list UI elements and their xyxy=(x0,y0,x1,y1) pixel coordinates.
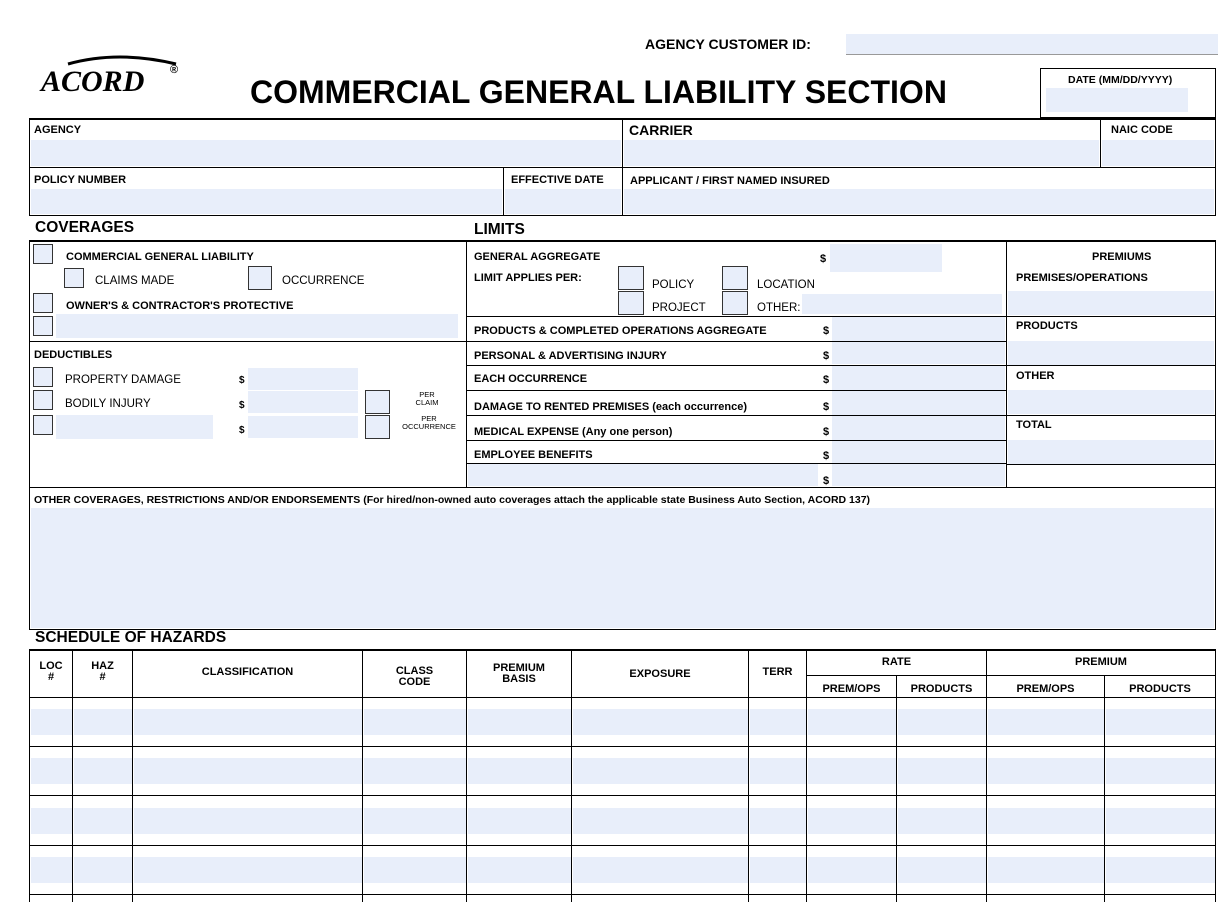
other-deductible-checkbox[interactable] xyxy=(33,415,53,435)
other-dollar: $ xyxy=(239,425,245,436)
hazard-cell-field[interactable] xyxy=(364,709,466,735)
hazard-cell-field[interactable] xyxy=(31,808,72,834)
hazard-cell-field[interactable] xyxy=(898,857,986,883)
acord-logo xyxy=(38,50,198,102)
premises-ops-label: PREMISES/OPERATIONS xyxy=(1016,272,1148,284)
other-coverage-field[interactable] xyxy=(56,314,458,338)
other-premium-field[interactable] xyxy=(1008,390,1214,414)
other-limit-amount-field[interactable] xyxy=(832,464,1005,486)
personal-adv-label: PERSONAL & ADVERTISING INJURY xyxy=(474,350,667,362)
medical-expense-field[interactable] xyxy=(832,416,1005,440)
hazard-cell-field[interactable] xyxy=(988,808,1104,834)
damage-rented-field[interactable] xyxy=(832,391,1005,415)
deductibles-label: DEDUCTIBLES xyxy=(34,349,113,361)
hazard-cell-field[interactable] xyxy=(468,808,571,834)
other-coverage-checkbox[interactable] xyxy=(33,316,53,336)
hazard-cell-field[interactable] xyxy=(74,709,132,735)
logo-registered: ® xyxy=(170,64,179,76)
cgl-checkbox[interactable] xyxy=(33,244,53,264)
general-aggregate-field[interactable] xyxy=(830,244,942,272)
hazard-cell-field[interactable] xyxy=(364,758,466,784)
employee-benefits-label: EMPLOYEE BENEFITS xyxy=(474,449,593,461)
hazard-cell-field[interactable] xyxy=(573,808,748,834)
hazard-cell-field[interactable] xyxy=(988,857,1104,883)
hazards-title: SCHEDULE OF HAZARDS xyxy=(35,629,227,646)
naic-field[interactable] xyxy=(1102,140,1214,166)
other-limit-label: OTHER: xyxy=(757,302,801,314)
hazard-cell-field[interactable] xyxy=(988,709,1104,735)
agency-label: AGENCY xyxy=(34,124,82,136)
hazard-cell-field[interactable] xyxy=(988,758,1104,784)
each-occurrence-field[interactable] xyxy=(832,366,1005,390)
hazard-cell-field[interactable] xyxy=(898,758,986,784)
agency-field[interactable] xyxy=(31,140,621,166)
damage-rented-label: DAMAGE TO RENTED PREMISES (each occurrence) xyxy=(474,401,748,413)
logo-text: ACORD xyxy=(41,65,145,98)
hazard-cell-field[interactable] xyxy=(750,857,806,883)
hazard-cell-field[interactable] xyxy=(750,808,806,834)
carrier-field[interactable] xyxy=(624,140,1099,166)
hazard-cell-field[interactable] xyxy=(573,709,748,735)
hazard-cell-field[interactable] xyxy=(573,857,748,883)
premium-header: PREMIUM xyxy=(1075,656,1127,668)
ocp-label: OWNER'S & CONTRACTOR'S PROTECTIVE xyxy=(66,300,294,312)
each-occurrence-label: EACH OCCURRENCE xyxy=(474,373,588,385)
effective-date-label: EFFECTIVE DATE xyxy=(511,174,604,186)
date-field[interactable] xyxy=(1046,88,1188,112)
products-premium-label: PRODUCTS xyxy=(1016,320,1078,332)
eb-dollar: $ xyxy=(823,450,830,462)
hazard-cell-field[interactable] xyxy=(31,758,72,784)
products-premium-field[interactable] xyxy=(1008,341,1214,365)
row-divider xyxy=(29,894,1216,895)
hazard-cell-field[interactable] xyxy=(1106,857,1215,883)
policy-checkbox[interactable] xyxy=(618,266,644,290)
hazard-cell-field[interactable] xyxy=(364,857,466,883)
per-claim-label: PER CLAIM xyxy=(415,390,439,407)
hazard-cell-field[interactable] xyxy=(468,857,571,883)
medical-expense-label: MEDICAL EXPENSE (Any one person) xyxy=(474,426,673,438)
other-deductible-type-field[interactable] xyxy=(56,415,213,439)
pd-dollar: $ xyxy=(239,375,245,386)
hazard-cell-field[interactable] xyxy=(468,709,571,735)
hazard-cell-field[interactable] xyxy=(468,758,571,784)
property-damage-label: PROPERTY DAMAGE xyxy=(65,374,181,386)
ol-dollar: $ xyxy=(823,475,830,487)
hazard-cell-field[interactable] xyxy=(898,709,986,735)
other-limit-checkbox[interactable] xyxy=(722,291,748,315)
hazard-cell-field[interactable] xyxy=(74,857,132,883)
page-title: COMMERCIAL GENERAL LIABILITY SECTION xyxy=(250,74,947,110)
hazard-cell-field[interactable] xyxy=(808,758,896,784)
other-premium-label: OTHER xyxy=(1016,370,1055,382)
personal-adv-field[interactable] xyxy=(832,342,1005,364)
naic-label: NAIC CODE xyxy=(1111,124,1173,136)
row-divider xyxy=(29,795,1216,796)
premium-products-header: PRODUCTS xyxy=(1129,683,1191,695)
hazard-cell-field[interactable] xyxy=(31,857,72,883)
coverages-title: COVERAGES xyxy=(35,219,135,236)
bodily-injury-label: BODILY INJURY xyxy=(65,398,151,410)
claims-made-label: CLAIMS MADE xyxy=(95,275,175,287)
hazard-cell-field[interactable] xyxy=(31,709,72,735)
claims-made-checkbox[interactable] xyxy=(64,268,84,288)
products-completed-label: PRODUCTS & COMPLETED OPERATIONS AGGREGATE xyxy=(474,325,767,337)
agency-customer-id-field[interactable] xyxy=(846,34,1218,54)
hazard-cell-field[interactable] xyxy=(750,758,806,784)
hazard-cell-field[interactable] xyxy=(750,709,806,735)
effective-date-field[interactable] xyxy=(505,189,621,214)
ocp-checkbox[interactable] xyxy=(33,293,53,313)
per-claim-checkbox[interactable] xyxy=(365,390,390,414)
hazard-cell-field[interactable] xyxy=(134,709,362,735)
agency-customer-id-label: AGENCY CUSTOMER ID: xyxy=(645,36,811,52)
other-deductible-field[interactable] xyxy=(248,416,358,438)
haz-header: HAZ # xyxy=(91,660,114,683)
exposure-header: EXPOSURE xyxy=(629,668,691,680)
bodily-injury-field[interactable] xyxy=(248,391,358,413)
total-premium-label: TOTAL xyxy=(1016,419,1052,431)
policy-number-label: POLICY NUMBER xyxy=(34,174,127,186)
premium-basis-header: PREMIUM BASIS xyxy=(493,662,545,685)
hazard-cell-field[interactable] xyxy=(808,709,896,735)
other-limit-field[interactable] xyxy=(802,294,1002,314)
hazard-cell-field[interactable] xyxy=(74,758,132,784)
rate-header: RATE xyxy=(881,656,912,668)
hazard-cell-field[interactable] xyxy=(1106,808,1215,834)
total-premium-field[interactable] xyxy=(1008,440,1214,464)
property-damage-checkbox[interactable] xyxy=(33,367,53,387)
cgl-label: COMMERCIAL GENERAL LIABILITY xyxy=(66,251,254,263)
location-label: LOCATION xyxy=(757,279,815,291)
other-limit-name-field[interactable] xyxy=(468,464,818,486)
carrier-label: CARRIER xyxy=(629,122,693,138)
per-occurrence-checkbox[interactable] xyxy=(365,415,390,439)
policy-number-field[interactable] xyxy=(31,189,502,214)
hazard-cell-field[interactable] xyxy=(1106,758,1215,784)
general-aggregate-label: GENERAL AGGREGATE xyxy=(474,251,601,263)
applicant-field[interactable] xyxy=(624,189,1214,214)
limit-applies-label: LIMIT APPLIES PER: xyxy=(474,272,582,284)
project-checkbox[interactable] xyxy=(618,291,644,315)
row-divider xyxy=(29,845,1216,846)
per-occurrence-label: PER OCCURRENCE xyxy=(402,414,456,431)
pc-dollar: $ xyxy=(823,325,830,337)
policy-label: POLICY xyxy=(652,279,695,291)
hazard-cell-field[interactable] xyxy=(74,808,132,834)
pa-dollar: $ xyxy=(823,350,830,362)
ga-dollar: $ xyxy=(820,253,827,265)
other-coverages-label: OTHER COVERAGES, RESTRICTIONS AND/OR ENDORSEMENTS (For hired/non-owned auto coverages attach the applicable state Business Auto Section, ACORD 137) xyxy=(34,494,871,506)
other-coverages-field[interactable] xyxy=(31,508,1214,628)
rate-prem-ops-header: PREM/OPS xyxy=(822,683,881,695)
hazard-cell-field[interactable] xyxy=(1106,709,1215,735)
terr-header: TERR xyxy=(762,666,793,678)
loc-header: LOC # xyxy=(39,660,63,683)
hazard-cell-field[interactable] xyxy=(134,857,362,883)
limits-title: LIMITS xyxy=(474,221,525,238)
employee-benefits-field[interactable] xyxy=(832,441,1005,463)
applicant-label: APPLICANT / FIRST NAMED INSURED xyxy=(630,175,830,187)
class-code-header: CLASS CODE xyxy=(395,665,434,688)
premises-ops-field[interactable] xyxy=(1008,291,1214,315)
project-label: PROJECT xyxy=(652,302,706,314)
me-dollar: $ xyxy=(823,426,830,438)
row-divider xyxy=(29,746,1216,747)
hazard-cell-field[interactable] xyxy=(808,808,896,834)
dr-dollar: $ xyxy=(823,401,830,413)
hazard-cell-field[interactable] xyxy=(898,808,986,834)
bodily-injury-checkbox[interactable] xyxy=(33,390,53,410)
hazard-cell-field[interactable] xyxy=(808,857,896,883)
hazard-cell-field[interactable] xyxy=(134,808,362,834)
property-damage-field[interactable] xyxy=(248,368,358,390)
premiums-title: PREMIUMS xyxy=(1092,251,1152,263)
hazard-cell-field[interactable] xyxy=(364,808,466,834)
products-completed-field[interactable] xyxy=(832,317,1005,341)
hazard-cell-field[interactable] xyxy=(573,758,748,784)
occurrence-checkbox[interactable] xyxy=(248,266,272,290)
bi-dollar: $ xyxy=(239,400,245,411)
date-label: DATE (MM/DD/YYYY) xyxy=(1068,74,1173,86)
premium-prem-ops-header: PREM/OPS xyxy=(1016,683,1075,695)
hazard-cell-field[interactable] xyxy=(134,758,362,784)
location-checkbox[interactable] xyxy=(722,266,748,290)
rate-products-header: PRODUCTS xyxy=(910,683,973,695)
classification-header: CLASSIFICATION xyxy=(201,666,294,678)
occurrence-label: OCCURRENCE xyxy=(282,275,365,287)
eo-dollar: $ xyxy=(823,374,830,386)
